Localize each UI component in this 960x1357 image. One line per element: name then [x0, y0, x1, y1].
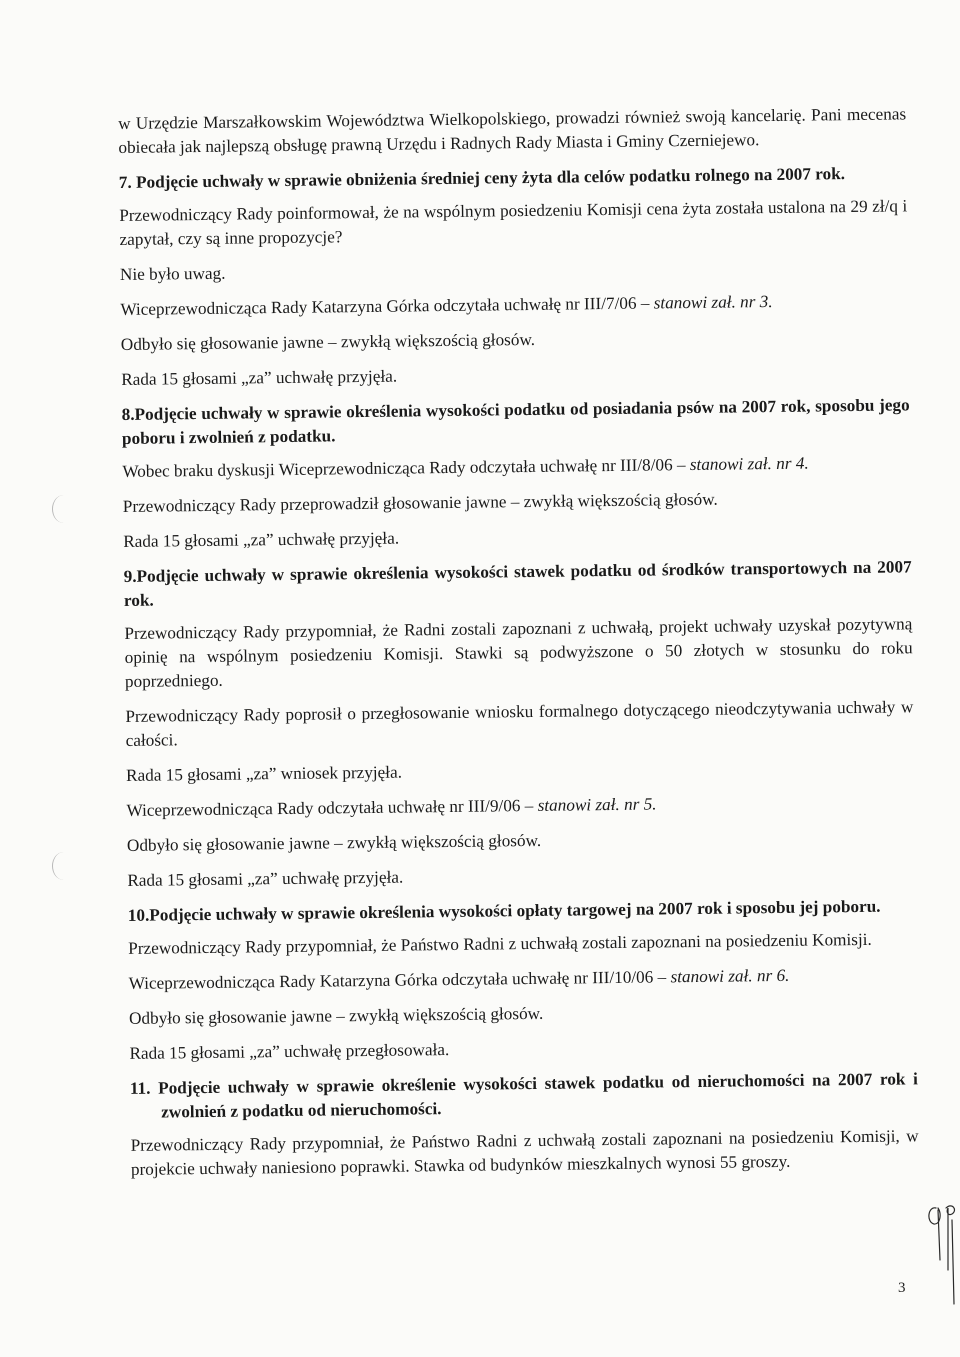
attachment-reference: stanowi zał. nr 5. — [537, 794, 657, 815]
paragraph: Przewodniczący Rady przeprowadził głosowanie jawne – zwykłą większością głosów. — [122, 489, 718, 516]
paragraph-with-reference — [120, 288, 908, 322]
handwritten-initials — [922, 1200, 960, 1310]
section-heading-9: 9.Podjęcie uchwały w sprawie określenia wysokości stawek podatku od środków transportowych na 2007 rok. — [123, 557, 912, 610]
attachment-reference: stanowi zał. nr 4. — [689, 453, 809, 475]
section-heading-10: 10.Podjęcie uchwały w sprawie określenia wysokości opłaty targowej na 2007 rok i sposobu jej poboru. — [127, 896, 881, 925]
scan-artifact — [52, 495, 75, 523]
paragraph: Odbyło się głosowanie jawne – zwykłą większością głosów. — [128, 1003, 544, 1028]
attachment-reference: stanowi zał. nr 6. — [670, 965, 790, 987]
paragraph: Rada 15 głosami „za” uchwałę przyjęła. — [123, 528, 400, 551]
paragraph: Nie było uwag. — [119, 263, 226, 284]
page-number: 3 — [898, 1280, 906, 1296]
document-body — [118, 102, 919, 1193]
paragraph: Odbyło się głosowanie jawne – zwykłą większością głosów. — [120, 329, 536, 354]
paragraph: Rada 15 głosami „za” uchwałę przyjęła. — [127, 867, 404, 890]
paragraph-with-reference — [129, 962, 917, 996]
paragraph: Rada 15 głosami „za” uchwałę przyjęła. — [121, 366, 398, 389]
paragraph: Przewodniczący Rady poprosił o przegłosowanie wniosku formalnego dotyczącego nieodczytywania uchwały w całości. — [125, 697, 914, 750]
section-heading-7: 7. Podjęcie uchwały w sprawie obniżenia średniej ceny żyta dla celów podatku rolnego na 2007 rok. — [118, 164, 846, 192]
scan-artifact — [52, 852, 75, 880]
paragraph: Przewodniczący Rady przypomniał, że Państwo Radni z uchwałą zostali zapoznani na posiedzeniu Komisji, w projekcie uchwały naniesiono poprawki. Stawka od budynków mieszkalnych wynosi 55 groszy. — [130, 1126, 919, 1179]
paragraph: Odbyło się głosowanie jawne – zwykłą większością głosów. — [126, 830, 542, 855]
paragraph-with-reference — [126, 789, 914, 823]
attachment-reference: stanowi zał. nr 3. — [653, 292, 773, 313]
paragraph: Rada 15 głosami „za” wniosek przyjęła. — [125, 762, 403, 785]
paragraph-text: Wiceprzewodnicząca Rady Katarzyna Górka odczytała uchwałę nr III/7/06 – — [120, 293, 654, 319]
paragraph-with-reference — [122, 450, 910, 484]
paragraph-text: Wiceprzewodnicząca Rady Katarzyna Górka odczytała uchwałę nr III/10/06 – — [128, 967, 671, 993]
section-heading-8: 8.Podjęcie uchwały w sprawie określenia wysokości podatku od posiadania psów na 2007 rok, sposobu jego poboru i zwolnień z podatku. — [121, 395, 910, 448]
paragraph: Rada 15 głosami „za” uchwałę przegłosowała. — [129, 1040, 450, 1063]
section-heading-11: 11. Podjęcie uchwały w sprawie określenie wysokości stawek podatku od nieruchomości na 2007 rok i zwolnień z podatku od nieruchomości. — [129, 1069, 918, 1122]
paragraph-intro: w Urzędzie Marszałkowskim Województwa Wielkopolskiego, prowadzi również swoją kancelarię. Pani mecenas obiecała jak najlepszą obsługę prawną Urzędu i Radnych Rady Miasta i Gminy Czerniejewo. — [118, 104, 907, 157]
paragraph-text: Wobec braku dyskusji Wiceprzewodnicząca Rady odczytała uchwałę nr III/8/06 – — [122, 455, 690, 481]
paragraph: Przewodniczący Rady przypomniał, że Radni zostali zapoznani z uchwałą, projekt uchwały uzyskał pozytywną opinię na wspólnym posiedzeniu Komisji. Stawki są podwyższone o 50 złotych w stosunku do roku poprzedniego. — [124, 614, 913, 691]
paragraph: Przewodniczący Rady przypomniał, że Państwo Radni z uchwałą zostali zapoznani na posiedzeniu Komisji. — [128, 929, 872, 958]
paragraph: Przewodniczący Rady poinformował, że na wspólnym posiedzeniu Komisji cena żyta została ustalona na 29 zł/q i zapytał, czy są inne propozycje? — [119, 196, 908, 249]
paragraph-text: Wiceprzewodnicząca Rady odczytała uchwałę nr III/9/06 – — [126, 795, 538, 820]
